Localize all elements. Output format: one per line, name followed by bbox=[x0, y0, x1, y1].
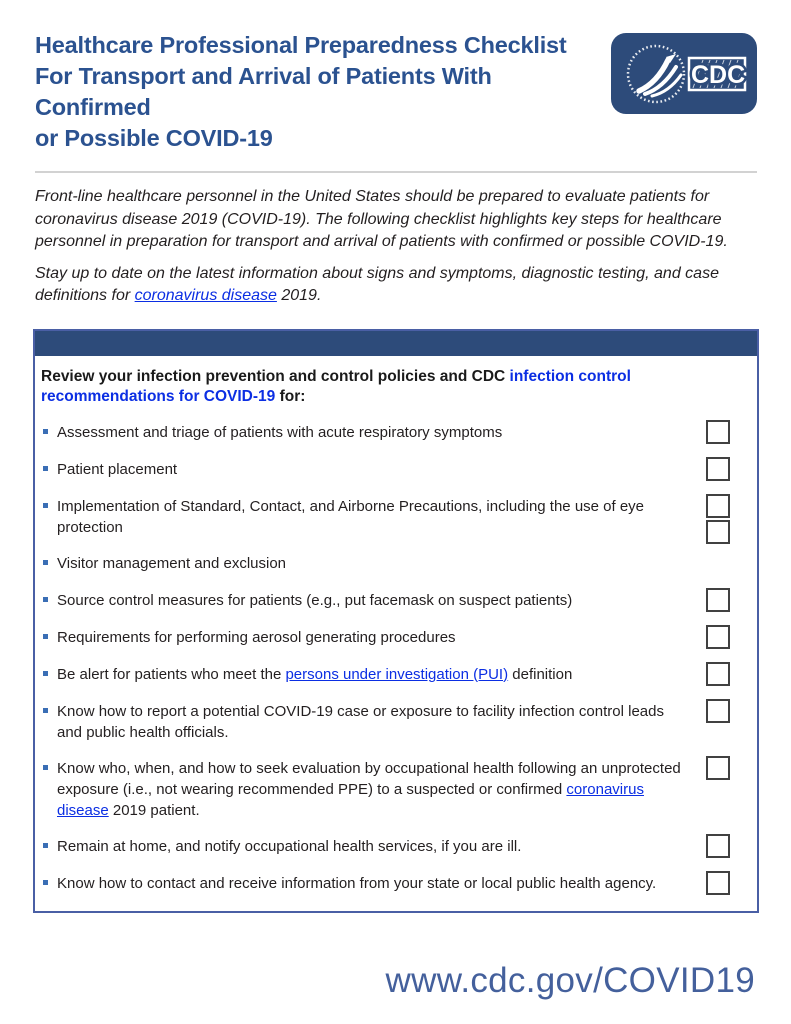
checklist-item bbox=[41, 758, 730, 821]
checklist-item bbox=[41, 873, 730, 895]
svg-text:CDC: CDC bbox=[691, 61, 746, 89]
page-title-line: or Possible COVID-19 bbox=[35, 125, 273, 151]
page-title bbox=[35, 30, 611, 154]
item-checkbox[interactable] bbox=[706, 625, 730, 649]
checklist-item-text: Know how to contact and receive information from your state or local public health agency. bbox=[57, 874, 657, 892]
intro-paragraph-2 bbox=[35, 263, 757, 308]
square-bullet-icon bbox=[43, 597, 48, 602]
item-checkbox[interactable] bbox=[706, 699, 730, 723]
square-bullet-icon bbox=[43, 765, 48, 770]
cdc-covid19-url: www.cdc.gov/COVID19 bbox=[385, 961, 755, 1000]
checklist-box-content bbox=[35, 356, 757, 911]
item-checkbox[interactable] bbox=[706, 588, 730, 612]
square-bullet-icon bbox=[43, 671, 48, 676]
checklist-heading-text: Review your infection prevention and control policies and CDC bbox=[41, 367, 510, 385]
square-bullet-icon bbox=[43, 708, 48, 713]
square-bullet-icon bbox=[43, 560, 48, 565]
inline-link[interactable]: persons under investigation (PUI) bbox=[285, 665, 509, 683]
document-header bbox=[35, 30, 757, 154]
item-checkbox[interactable] bbox=[706, 871, 730, 895]
checklist-heading-text: for: bbox=[275, 388, 306, 405]
page-title-line: For Transport and Arrival of Patients With Confirmed bbox=[35, 63, 492, 120]
inline-link[interactable]: coronavirus disease bbox=[57, 780, 644, 819]
square-bullet-icon bbox=[43, 843, 48, 848]
checklist-item bbox=[41, 701, 730, 743]
square-bullet-icon bbox=[43, 429, 48, 434]
checklist-item bbox=[41, 590, 730, 612]
hhs-cdc-logo bbox=[611, 33, 757, 114]
checklist-items bbox=[41, 422, 730, 895]
coronavirus-disease-link[interactable]: coronavirus disease bbox=[134, 287, 277, 304]
intro-paragraph-1: Front-line healthcare personnel in the United States should be prepared to evaluate patients for coronavirus disease 2019 (COVID-19). The following checklist highlights key steps for healthcare personnel in preparation for transport and arrival of patients with confirmed or possible COVID-19. bbox=[35, 188, 728, 250]
infection-control-recommendations-link[interactable]: infection control recommendations for COVID-19 bbox=[41, 367, 631, 405]
item-checkbox[interactable] bbox=[706, 662, 730, 686]
checklist-item bbox=[41, 553, 730, 575]
intro-p2-text: Stay up to date on the latest information about signs and symptoms, diagnostic testing, and case definitions for bbox=[35, 264, 719, 304]
checklist-item-text: Remain at home, and notify occupational health services, if you are ill. bbox=[57, 837, 522, 855]
checklist-item-text: Know how to report a potential COVID-19 case or exposure to facility infection control leads and public health officials. bbox=[57, 702, 664, 741]
checklist-item bbox=[41, 836, 730, 858]
square-bullet-icon bbox=[43, 503, 48, 508]
square-bullet-icon bbox=[43, 634, 48, 639]
checklist-item-text: Implementation of Standard, Contact, and Airborne Precautions, including the use of eye protection bbox=[57, 497, 645, 536]
checklist-item bbox=[41, 422, 730, 444]
checklist-item-text: Source control measures for patients (e.g., put facemask on suspect patients) bbox=[57, 591, 573, 609]
checklist-item bbox=[41, 627, 730, 649]
checklist-heading bbox=[41, 367, 730, 408]
checklist-item-text: Know who, when, and how to seek evaluation by occupational health following an unprotected exposure (i.e., not wearing recommended PPE) to a suspected or confirmed coronavirus disease 2019 patient. bbox=[57, 759, 681, 819]
cdc-wordmark bbox=[689, 58, 745, 90]
checklist-item bbox=[41, 664, 730, 686]
checklist-box-header-bar bbox=[35, 331, 757, 356]
checklist-item-text: Patient placement bbox=[57, 460, 178, 478]
checklist-item bbox=[41, 459, 730, 481]
item-checkbox[interactable] bbox=[706, 520, 730, 544]
checklist-item-text: Assessment and triage of patients with acute respiratory symptoms bbox=[57, 423, 503, 441]
checklist-item bbox=[41, 496, 730, 538]
square-bullet-icon bbox=[43, 880, 48, 885]
checklist-item-text: Be alert for patients who meet the persons under investigation (PUI) definition bbox=[57, 665, 573, 683]
intro-p2-text: 2019. bbox=[276, 287, 322, 304]
item-checkbox[interactable] bbox=[706, 457, 730, 481]
checklist-item-text: Visitor management and exclusion bbox=[57, 554, 287, 572]
item-checkbox[interactable] bbox=[706, 420, 730, 444]
item-checkbox[interactable] bbox=[706, 834, 730, 858]
header-divider bbox=[35, 171, 757, 173]
checklist-item-text: Requirements for performing aerosol generating procedures bbox=[57, 628, 456, 646]
document-footer bbox=[386, 961, 755, 1001]
square-bullet-icon bbox=[43, 466, 48, 471]
page-title-line: Healthcare Professional Preparedness Checklist bbox=[35, 32, 567, 58]
item-checkbox[interactable] bbox=[706, 494, 730, 518]
item-checkbox[interactable] bbox=[706, 756, 730, 780]
checklist-box bbox=[33, 329, 759, 913]
